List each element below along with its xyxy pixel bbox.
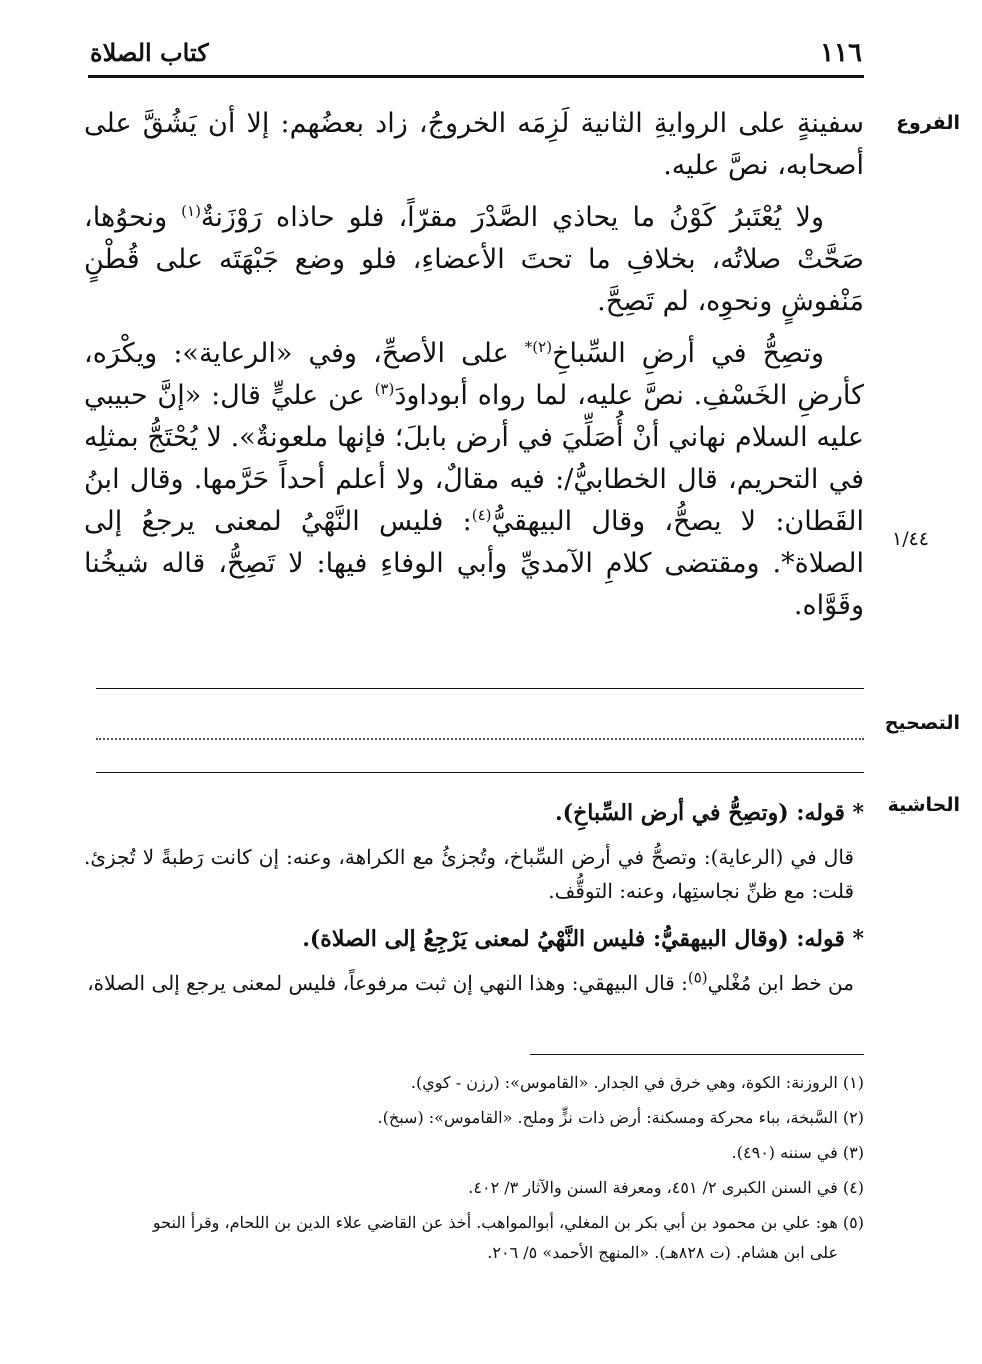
main-paragraph [84,197,864,323]
main-paragraph [84,103,864,187]
main-text [84,103,864,637]
paragraph-text: على الأصحِّ، وفي «الرعاية»: ويكْرَه، كأرضِ الخَسْفِ. نصَّ عليه، لما رواه أبوداودَ [84,338,864,411]
label-hashiya: الحاشية [887,794,960,816]
footnote: (٥) هو: علي بن محمود بن أبي بكر بن المغلي، أبوالمواهب. أخذ عن القاضي علاء الدين بن اللحام، وقرأ النحو [152,1213,864,1232]
footnote: (١) الروزنة: الكوة، وهي خرق في الجدار. «القاموس»: (رزن - كوي). [410,1073,864,1092]
footnote: (٢) السَّبخة، بباء محركة ومسكنة: أرض ذات نزٍّ وملح. «القاموس»: (سبخ). [377,1108,864,1127]
page-header [90,38,862,72]
footnote: (٣) في سننه (٤٩٠). [731,1143,864,1162]
footnote-marker[interactable]: (٥) [687,968,708,987]
hashiya-body: قال في (الرعاية): وتصحُّ في أرض السِّباخ، وتُجزئُ مع الكراهة، وعنه: إن كانت رَطبةً لا تُجزئ. قلت: مع ظنِّ نجاستِها، وعنه: التوقُّف. [84,845,854,903]
paragraph-text: : فليس النَّهْيُ لمعنى يرجعُ إلى الصلاة*. ومقتضى كلامِ الآمديِّ وأبي الوفاءِ فيها: لا تَصِحُّ، قاله شيخُنا وقَوَّاه. [84,506,864,621]
hashiya-text [84,796,864,1014]
paragraph-text: ولا يُعْتَبرُ كَوْنُ ما يحاذي الصَّدْرَ مقرّاً، فلو حاذاه رَوْزَنةٌ [200,202,824,233]
margin-reference: ١/٤٤ [892,528,930,550]
main-paragraph [84,333,864,627]
hashiya-body-text: من خط ابن مُغْلي [707,971,854,995]
section-rule-bottom [96,772,864,773]
running-title: كتاب الصلاة [90,38,209,67]
footnote-marker[interactable]: (٣) [374,380,395,398]
label-furu: الفروع [896,112,960,134]
paragraph-text: وتصِحُّ في أرضِ السِّباخِ [552,338,824,369]
footnotes [84,1068,864,1273]
hashiya-quote: * قوله: (وتصِحُّ في أرض السِّباخِ). [555,800,864,826]
header-rule [88,75,864,78]
hashiya-body-text: : قال البيهقي: وهذا النهي إن ثبت مرفوعاً، فليس لمعنى يرجع إلى الصلاة، [87,971,688,995]
footnote-marker[interactable]: (٤) [471,506,492,524]
footnote-rule [530,1054,864,1055]
paragraph-text: عن عليٍّ قال: «إنَّ حبيبي عليه السلام نهاني أنْ أُصَلِّيَ في أرض بابلَ؛ فإنها ملعونةٌ». لا يُحْتَجُّ بمثلِه في التحريم، قال الخطابيُّ/: فيه مقالٌ، ولا أعلم أحداً حَرَّمها. وقال ابنُ القَطان: لا يصحُّ، وقال البيهقيُّ [84,380,865,537]
footnote-continuation: على ابن هشام. (ت ٨٢٨هـ). «المنهج الأحمد» ٥/ ٢٠٦. [487,1243,838,1262]
paragraph-text: سفينةٍ على الروايةِ الثانية لَزِمَه الخروجُ، زاد بعضُهم: إلا أن يَشُقَّ على أصحابه، نصَّ عليه. [84,108,864,181]
page-number: ١١٦ [820,38,862,68]
footnote: (٤) في السنن الكبرى ٢/ ٤٥١، ومعرفة السنن والآثار ٣/ ٤٠٢. [468,1178,864,1197]
footnote-marker[interactable]: (٢)* [524,338,553,356]
label-tashih: التصحيح [884,712,960,734]
hashiya-quote: * قوله: (وقال البيهقيُّ: فليس النَّهْيُ لمعنى يَرْجِعُ إلى الصلاة). [302,926,864,952]
section-rule-top [96,688,864,689]
footnote-marker[interactable]: (١) [181,202,201,220]
tashih-dotted-line [96,738,864,740]
paragraph-text: ونحوُها، صَحَّتْ صلاتُه، بخلافِ ما تحتَ الأعضاءِ، فلو وضع جَبْهَتَه على قُطْنٍ مَنْفوشٍ ونحوِه، لم تَصِحَّ. [84,202,864,317]
hashiya-body [84,966,864,1000]
